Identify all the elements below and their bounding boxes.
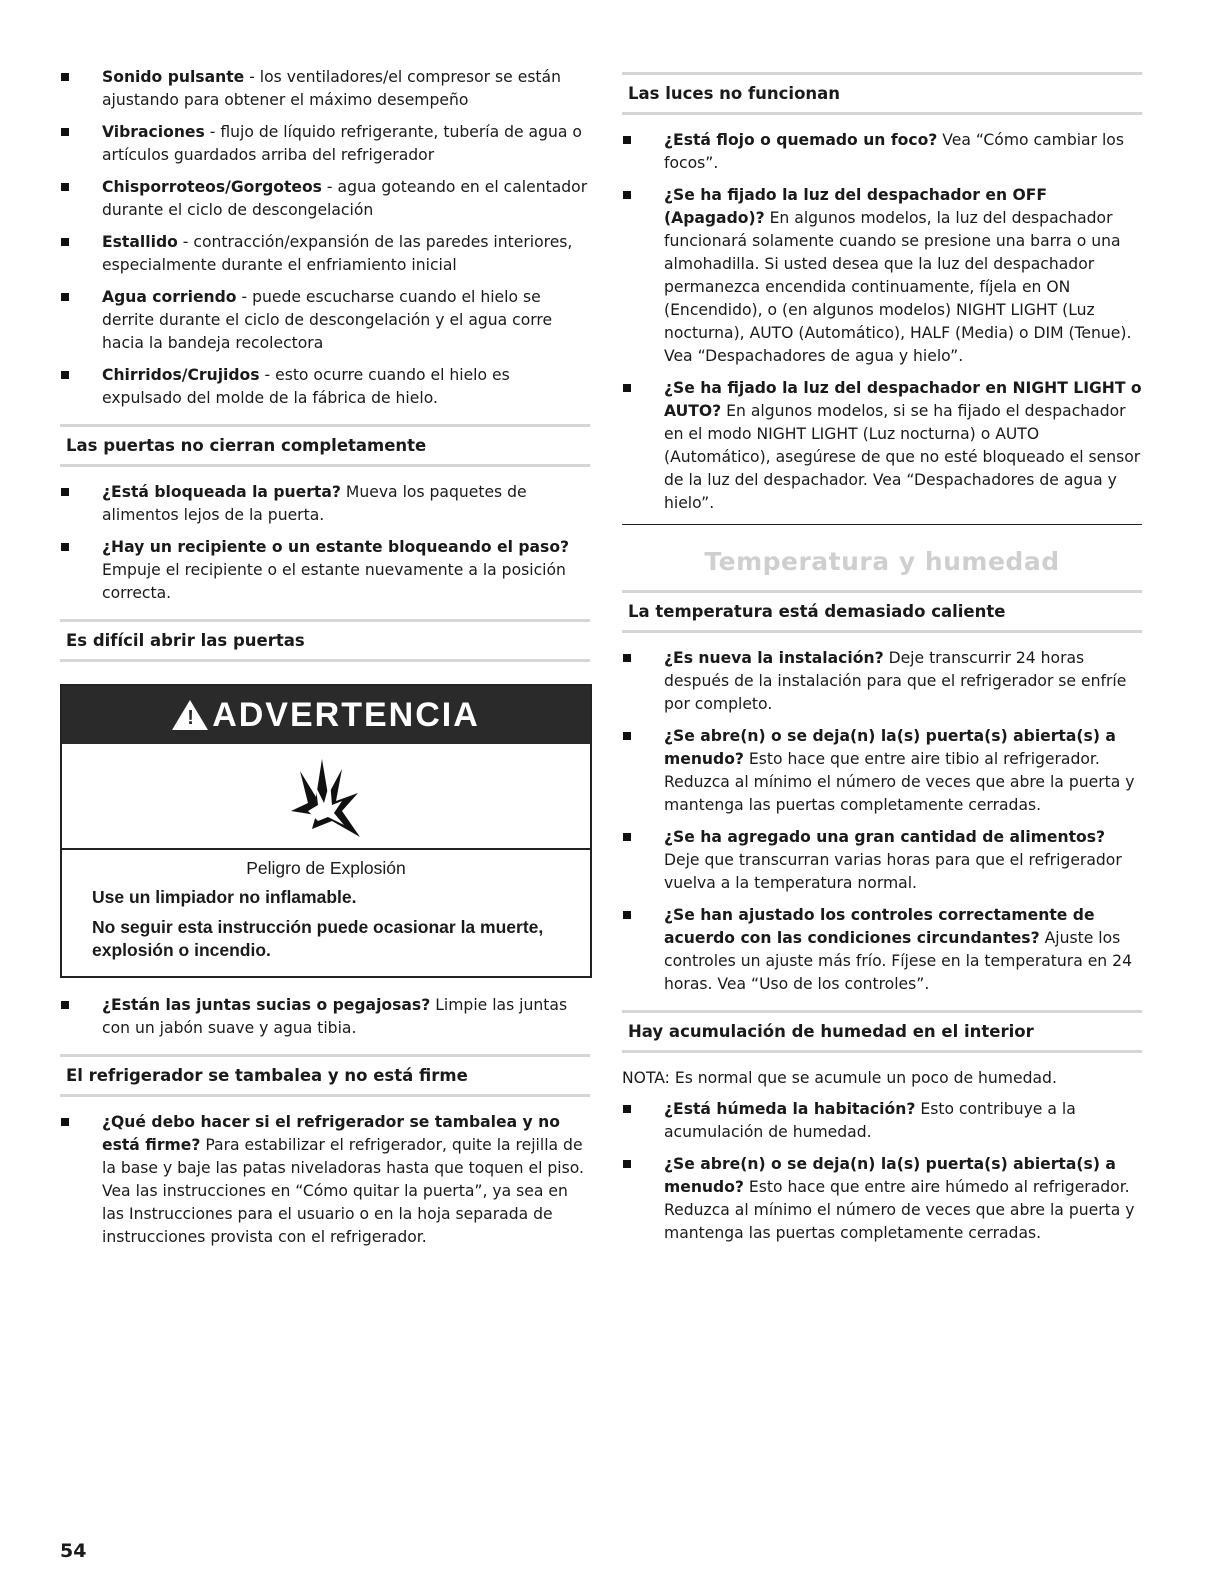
explosion-icon — [62, 744, 590, 850]
list-item: ¿Hay un recipiente o un estante bloqueando el paso? Empuje el recipiente o el estante nuevamente a la posición correcta. — [60, 536, 590, 605]
section-heading-doors: Las puertas no cierran completamente — [60, 424, 590, 467]
section-heading-wobble: El refrigerador se tambalea y no está firme — [60, 1054, 590, 1097]
list-item: Vibraciones - flujo de líquido refrigerante, tubería de agua o artículos guardados arriba del refrigerador — [60, 121, 590, 167]
right-column — [622, 66, 1142, 1254]
warning-consequence: No seguir esta instrucción puede ocasionar la muerte, explosión o incendio. — [92, 917, 544, 960]
list-item: ¿Se ha fijado la luz del despachador en NIGHT LIGHT o AUTO? En algunos modelos, si se ha fijado el despachador en el modo NIGHT LIGHT (Luz nocturna) o AUTO (Automático), asegúrese de que no esté bloqueado el sensor de la luz del despachador. Vea “Despachadores de agua y hielo”. — [622, 377, 1142, 515]
warning-title: ADVERTENCIA — [212, 695, 480, 734]
section-title: Temperatura y humedad — [704, 547, 1060, 576]
warning-body — [62, 850, 590, 976]
list-item: ¿Se abre(n) o se deja(n) la(s) puerta(s) abierta(s) a menudo? Esto hace que entre aire húmedo al refrigerador. Reduzca al mínimo el número de veces que abre la puerta y mantenga las puertas completamente cerradas. — [622, 1153, 1142, 1245]
list-item: Chirridos/Crujidos - esto ocurre cuando el hielo es expulsado del molde de la fábrica de hielo. — [60, 364, 590, 410]
section-heading-temperature: La temperatura está demasiado caliente — [622, 590, 1142, 633]
list-item: ¿Se ha fijado la luz del despachador en OFF (Apagado)? En algunos modelos, la luz del despachador funcionará solamente cuando se presione una barra o una almohadilla. Si usted desea que la luz del despachador permanezca encendida continuamente, fíjela en ON (Encendido), o (en algunos modelos) NIGHT LIGHT (Luz nocturna), AUTO (Automático), HALF (Media) o DIM (Tenue). Vea “Despachadores de agua y hielo”. — [622, 184, 1142, 368]
intro-list — [60, 66, 590, 410]
humidity-note: NOTA: Es normal que se acumule un poco de humedad. — [622, 1069, 1057, 1087]
section-divider — [622, 524, 1142, 525]
warning-hazard: Peligro de Explosión — [246, 858, 406, 878]
section-heading-lights: Las luces no funcionan — [622, 72, 1142, 115]
list-item: ¿Está bloqueada la puerta? Mueva los paquetes de alimentos lejos de la puerta. — [60, 481, 590, 527]
list-item: Chisporroteos/Gorgoteos - agua goteando en el calentador durante el ciclo de descongelación — [60, 176, 590, 222]
list-item: ¿Está flojo o quemado un foco? Vea “Cómo cambiar los focos”. — [622, 129, 1142, 175]
list-item: Agua corriendo - puede escucharse cuando el hielo se derrite durante el ciclo de descongelación y el agua corre hacia la bandeja recolectora — [60, 286, 590, 355]
list-item: Sonido pulsante - los ventiladores/el compresor se están ajustando para obtener el máximo desempeño — [60, 66, 590, 112]
section-heading-open-doors: Es difícil abrir las puertas — [60, 619, 590, 662]
warning-triangle-icon: ! — [172, 700, 208, 730]
list-item: ¿Se han ajustado los controles correctamente de acuerdo con las condiciones circundantes? Ajuste los controles un ajuste más frío. Fíjese en la temperatura en 24 horas. Vea “Uso de los controles”. — [622, 904, 1142, 996]
left-column — [60, 66, 590, 1258]
list-item: ¿Es nueva la instalación? Deje transcurrir 24 horas después de la instalación para que el refrigerador se enfríe por completo. — [622, 647, 1142, 716]
list-item: ¿Se abre(n) o se deja(n) la(s) puerta(s) abierta(s) a menudo? Esto hace que entre aire tibio al refrigerador. Reduzca al mínimo el número de veces que abre la puerta y mantenga las puertas completamente cerradas. — [622, 725, 1142, 817]
page-number: 54 — [60, 1540, 87, 1562]
list-item: ¿Se ha agregado una gran cantidad de alimentos? Deje que transcurran varias horas para que el refrigerador vuelva a la temperatura normal. — [622, 826, 1142, 895]
list-item: ¿Qué debo hacer si el refrigerador se tambalea y no está firme? Para estabilizar el refrigerador, quite la rejilla de la base y baje las patas niveladoras hasta que toquen el piso. Vea las instrucciones en “Cómo quitar la puerta”, ya sea en las Instrucciones para el usuario o en la hoja separada de instrucciones provista con el refrigerador. — [60, 1111, 590, 1249]
list-item: Estallido - contracción/expansión de las paredes interiores, especialmente durante el enfriamiento inicial — [60, 231, 590, 277]
section-heading-humidity: Hay acumulación de humedad en el interior — [622, 1010, 1142, 1053]
warning-box — [60, 684, 592, 978]
warning-instruction: Use un limpiador no inflamable. — [92, 887, 357, 907]
list-item: ¿Está húmeda la habitación? Esto contribuye a la acumulación de humedad. — [622, 1098, 1142, 1144]
warning-header — [62, 686, 590, 744]
list-item: ¿Están las juntas sucias o pegajosas? Limpie las juntas con un jabón suave y agua tibia. — [60, 994, 590, 1040]
